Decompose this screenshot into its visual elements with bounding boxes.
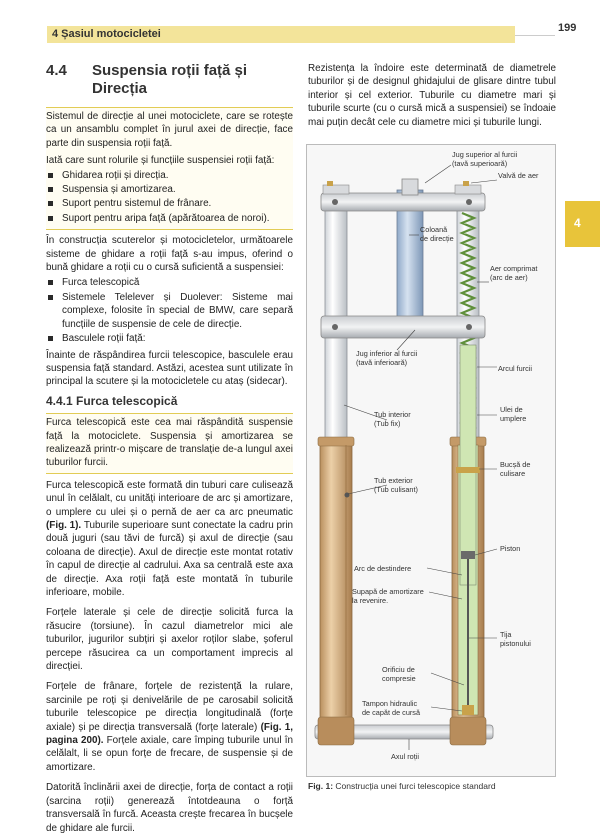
- inner-tube-cut: [460, 345, 476, 585]
- list-item: Suport pentru sistemul de frânare.: [46, 197, 293, 210]
- chapter-header: [47, 26, 515, 43]
- fork-intro: Furca telescopică este cea mai răspândită suspensie față la motociclete. Suspensia și amortizarea se realizează printr-o mișcare de translație de-a lungul axei tuburilor furcii.: [46, 417, 293, 469]
- list-item: Suspensia și amortizarea.: [46, 183, 293, 196]
- bullet-icon: [48, 280, 53, 285]
- bolt-icon: [466, 199, 472, 205]
- label-compression-orifice: Orificiu de: [382, 665, 415, 674]
- label-bottom-yoke: Jug inferior al furcii: [356, 349, 418, 358]
- label-air-valve: Valvă de aer: [498, 171, 539, 180]
- svg-text:de capăt de cursă: de capăt de cursă: [362, 708, 421, 717]
- svg-text:la revenire.: la revenire.: [352, 596, 389, 605]
- right-text: Rezistența la îndoire este determinată de diametrele tuburilor și de designul ghidajului de glisare dintre tubul interior și cel exterior. Tuburile cu diametre mari și tuburile scurte (cu o cursă mică a suspensiei) se îndoaie mai puțin decât cele cu diametre mici și tuburile lungi.: [308, 63, 556, 128]
- label-compressed-air: Aer comprimat: [490, 264, 538, 273]
- fork-intro-box: [46, 413, 293, 474]
- list-item: Basculele roții față:: [46, 332, 293, 345]
- label-oil: Ulei de: [500, 405, 523, 414]
- paragraph: Forțele de frânare, forțele de rezistență la rulare, sarcinile pe roți și denivelările de pe carosabil solicită tuburile telescopice pe direcția longitudinală (forțe axiale) și pe direcția transversală (forțe laterale) (Fig. 1, pagina 200). Forțele axiale, care împing tuburile unul în celălalt, li se opun forțe de frecare, de suspensie și de amortizare.: [46, 681, 293, 773]
- label-rebound-spring: Arc de destindere: [354, 564, 412, 573]
- swingarm-paragraph: Înainte de răspândirea furcii telescopice, basculele erau suspensia față standard. Astăzi, acestea sunt utilizate în principal la scutere și la motocicletele cu ataș (sidecar).: [46, 349, 293, 388]
- label-hydraulic-stop: Tampon hidraulic: [362, 699, 418, 708]
- fork-diagram: [307, 145, 557, 778]
- hydraulic-stop: [462, 705, 474, 715]
- label-top-yoke: Jug superior al furcii: [452, 150, 518, 159]
- svg-text:de direcție: de direcție: [420, 234, 454, 243]
- label-piston-rod: Tija: [500, 630, 512, 639]
- label-bushing: Bucșă de: [500, 460, 531, 469]
- svg-text:compresie: compresie: [382, 674, 416, 683]
- header-divider: [515, 35, 555, 36]
- svg-text:(Tub fix): (Tub fix): [374, 419, 401, 428]
- page-number: 199: [558, 22, 577, 34]
- bullet-icon: [48, 216, 53, 221]
- chapter-title: 4 Șasiul motocicletei: [52, 28, 161, 40]
- svg-text:(tavă inferioară): (tavă inferioară): [356, 358, 408, 367]
- list-item: Sistemele Telelever și Duolever: Sisteme mai complexe, folosite în special de BMW, care separă funcțiile de suspensie de cele de direcție.: [46, 291, 293, 331]
- intro-paragraph: Sistemul de direcție al unei motociclete, care se rotește ca un ansamblu complet în jurul axei de direcție, face parte din suspensia roții față.: [46, 111, 293, 149]
- air-valve: [463, 181, 469, 186]
- left-column: [46, 62, 293, 839]
- section-title-line1: Suspensia roții față și: [92, 62, 248, 79]
- bottom-yoke: [321, 316, 485, 338]
- figure-caption: Fig. 1: Construcția unei furci telescopice standard: [308, 781, 496, 791]
- figure-reference[interactable]: (Fig. 1, pagina 200).: [46, 721, 293, 747]
- systems-paragraph: În construcția scuterelor și motocicletelor, următoarele sisteme de ghidare a roții față s-au impus, oferind o bună ghidare a roții cu o cursă suficientă a suspensiei:: [46, 235, 293, 274]
- outer-tube-left: [320, 441, 352, 723]
- section-title-line2: Direcția: [92, 80, 148, 97]
- svg-text:umplere: umplere: [500, 414, 527, 423]
- label-fork-spring: Arcul furcii: [498, 364, 533, 373]
- label-steering-column: Coloană: [420, 225, 448, 234]
- label-inner-tube: Tub interior: [374, 410, 411, 419]
- piston: [461, 551, 475, 559]
- list-item: Ghidarea roții și direcția.: [46, 169, 293, 182]
- paragraph: Datorită înclinării axei de direcție, forța de contact a roții (sarcina roții) generează întotdeauna o forță transversală în furcă. Aceasta crește frecarea în bucșele de ghidare ale furcii.: [46, 782, 293, 834]
- svg-text:pistonului: pistonului: [500, 639, 531, 648]
- figure-reference[interactable]: (Fig. 1).: [46, 519, 82, 531]
- intro-roles: Iată care sunt rolurile și funcțiile suspensiei roții față:: [46, 155, 275, 167]
- bushing: [456, 467, 480, 473]
- bullet-icon: [48, 187, 53, 192]
- svg-text:(Tub culisant): (Tub culisant): [374, 485, 418, 494]
- bullet-icon: [48, 173, 53, 178]
- section-number: 4.4: [46, 62, 67, 79]
- list-item: Furca telescopică: [46, 276, 293, 289]
- bullet-icon: [48, 295, 53, 300]
- chapter-tab-label: 4: [574, 216, 581, 230]
- intro-box: [46, 107, 293, 230]
- top-yoke: [321, 193, 485, 211]
- subsection-title: 4.4.1 Furca telescopică: [46, 393, 178, 408]
- bolt-icon: [332, 324, 338, 330]
- bolt-icon: [332, 199, 338, 205]
- paragraph: Furca telescopică este formată din tuburi care culisează unul în celălalt, cu unități interioare de arc și amortizare, o umplere cu ulei și o pernă de aer ca arc pneumatic (Fig. 1). Tuburile superioare sunt conectate la cadru prin două juguri (sau tăvi de furcă) și axul de direcție (sau coloana de direcție). Axul de direcție este montat rotativ în capul de direcție al cadrului. Axa sa centrală este axa de direcție. Axa roții față este montată în tuburile inferioare, mobile.: [46, 479, 294, 598]
- bullet-icon: [48, 336, 53, 341]
- label-wheel-axle: Axul roții: [391, 752, 419, 761]
- section-title: [46, 62, 293, 98]
- svg-text:culisare: culisare: [500, 469, 526, 478]
- chapter-tab[interactable]: [565, 201, 600, 247]
- paragraph: Forțele laterale și cele de direcție solicită furca la răsucire (torsiune). În cazul diametrelor mici ale tuburilor, jugurilor subțiri și axelor roților slabe, șoferul percepe răsucirea ca un comportament imprecis al direcției.: [46, 607, 293, 673]
- bolt-icon: [466, 324, 472, 330]
- svg-text:(arc de aer): (arc de aer): [490, 273, 528, 282]
- list-item: Suport pentru aripa față (apărătoarea de noroi).: [46, 212, 293, 225]
- label-rebound-valve: Supapă de amortizare: [352, 587, 424, 596]
- label-piston: Piston: [500, 544, 521, 553]
- bullet-icon: [48, 201, 53, 206]
- svg-text:(tavă superioară): (tavă superioară): [452, 159, 508, 168]
- figure: [306, 144, 556, 777]
- label-outer-tube: Tub exterior: [374, 476, 413, 485]
